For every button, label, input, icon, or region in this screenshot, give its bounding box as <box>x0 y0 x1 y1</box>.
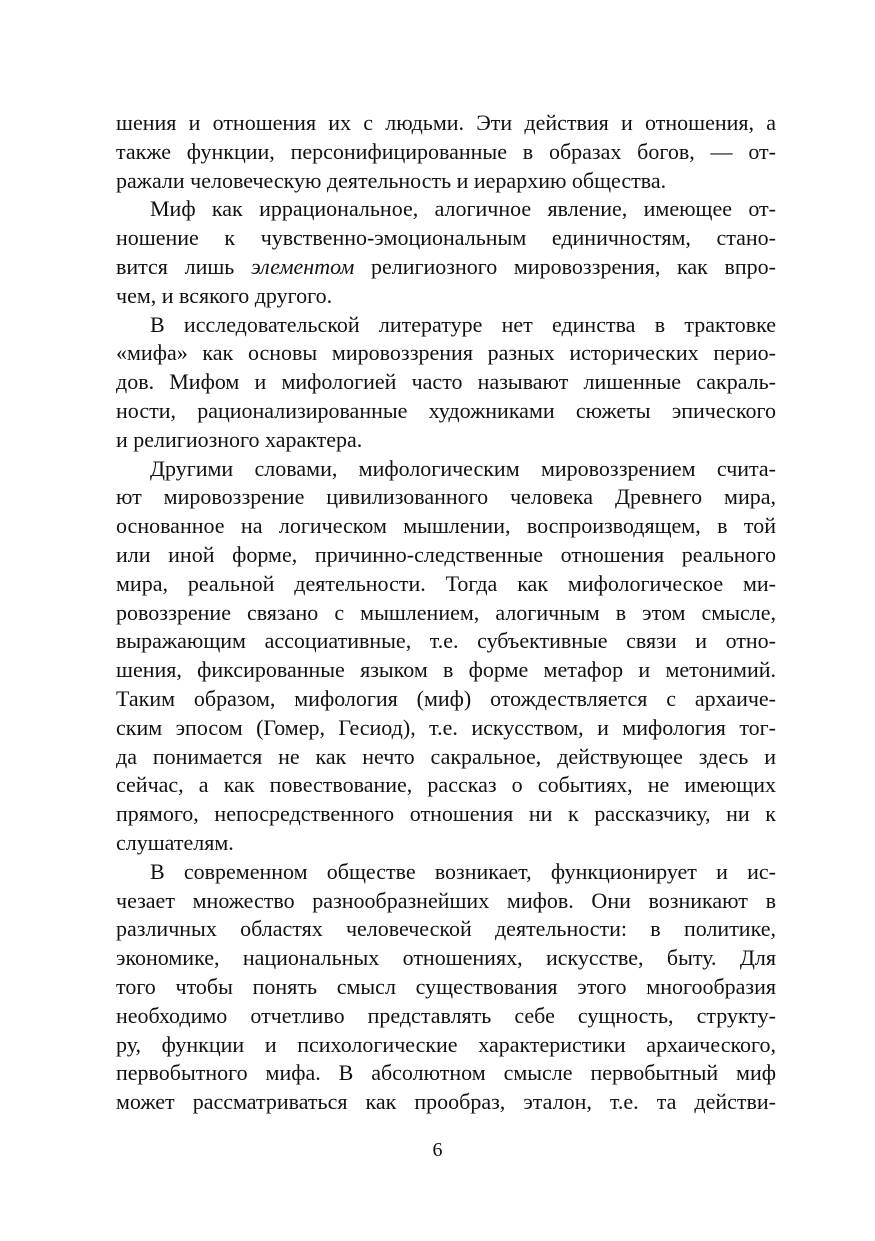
text-line: В современном обществе возникает, функционирует и ис- <box>150 858 776 884</box>
text-line: или иной форме, причинно-следственные отношения реального <box>116 541 776 567</box>
text-line: необходимо отчетливо представлять себе сущность, структу- <box>116 1002 776 1028</box>
text-line: ским эпосом (Гомер, Гесиод), т.е. искусством, и мифология тог- <box>116 714 776 740</box>
text-line: мира, реальной деятельности. Тогда как мифологическое ми- <box>116 570 776 596</box>
text-line: выражающим ассоциативные, т.е. субъективные связи и отно- <box>116 628 776 654</box>
paragraph <box>116 455 776 858</box>
text-line: различных областях человеческой деятельности: в политике, <box>116 916 776 942</box>
text-line: В исследовательской литературе нет единства в трактовке <box>150 311 776 337</box>
text-line: и религиозного характера. <box>116 426 363 452</box>
text-line: Миф как иррациональное, алогичное явление, имеющее от- <box>150 196 776 222</box>
text-line: первобытного мифа. В абсолютном смысле первобытный миф <box>116 1060 776 1086</box>
text-line: того чтобы понять смысл существования этого многообразия <box>116 973 776 999</box>
text-line: основанное на логическом мышлении, воспроизводящем, в той <box>116 513 776 539</box>
text-line: шения и отношения их с людьми. Эти действия и отношения, а <box>116 110 776 135</box>
text-line: шения, фиксированные языком в форме метафор и метонимий. <box>116 657 776 683</box>
text-line: ровоззрение связано с мышлением, алогичным в этом смысле, <box>116 599 776 625</box>
text-line: сейчас, а как повествование, рассказ о событиях, не имеющих <box>116 772 776 798</box>
text-line: ру, функции и психологические характеристики архаического, <box>116 1031 776 1057</box>
text-line: ражали человеческую деятельность и иерархию общества. <box>116 167 667 193</box>
text-line: да понимается не как нечто сакральное, действующее здесь и <box>116 743 776 769</box>
text-line: ют мировоззрение цивилизованного человека Древнего мира, <box>116 484 776 510</box>
text-line: вится лишь элементом религиозного мировоззрения, как впро- <box>116 253 777 279</box>
paragraph <box>116 858 776 1117</box>
emphasized-word: элементом <box>250 253 355 279</box>
text-line: Таким образом, мифология (миф) отождествляется с архаиче- <box>116 685 776 711</box>
text-line: также функции, персонифицированные в образах богов, — от- <box>116 138 776 164</box>
paragraph <box>116 109 776 195</box>
text-line: «мифа» как основы мировоззрения разных исторических перио- <box>116 340 776 366</box>
page-number: 6 <box>432 1139 443 1161</box>
text-line: слушателям. <box>116 829 234 855</box>
text-line: ношение к чувственно-эмоциональным единичностям, стано- <box>116 225 776 251</box>
text-line: ности, рационализированные художниками сюжеты эпического <box>116 397 776 423</box>
paragraph <box>116 195 776 310</box>
text-line: дов. Мифом и мифологией часто называют лишенные сакраль- <box>116 369 776 395</box>
text-line: экономике, национальных отношениях, искусстве, быту. Для <box>116 945 776 971</box>
text-line: чезает множество разнообразнейших мифов. Они возникают в <box>116 887 776 913</box>
document-page <box>116 109 776 1117</box>
text-line: может рассматриваться как прообраз, эталон, т.е. та действи- <box>116 1089 776 1115</box>
text-line: чем, и всякого другого. <box>116 282 333 308</box>
paragraph <box>116 311 776 455</box>
text-body <box>116 109 776 1117</box>
text-line: Другими словами, мифологическим мировоззрением счита- <box>150 455 776 481</box>
text-line: прямого, непосредственного отношения ни к рассказчику, ни к <box>116 801 776 827</box>
